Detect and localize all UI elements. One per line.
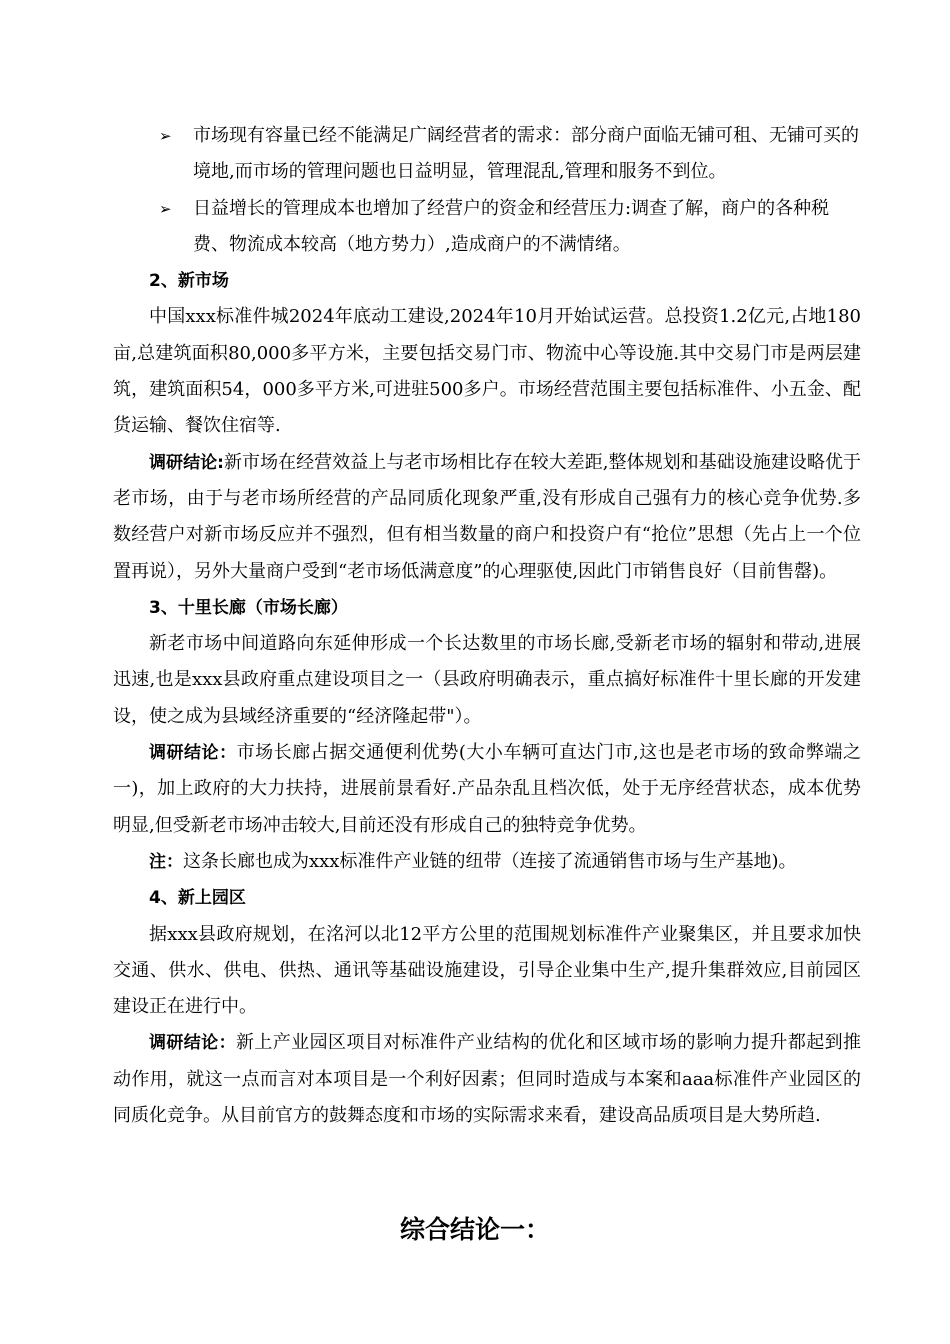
conclusion-label: 调研结论： (149, 743, 237, 764)
bullet-text: 部分商户面临无铺可租、无铺可买的境地,而市场的管理问题也日益明显，管理混乱,管理和服务不到位。 (193, 125, 859, 183)
note-label: 注： (149, 851, 183, 872)
note-text: 这条长廊也成为xxx标准件产业链的纽带（连接了流通销售市场与生产基地)。 (183, 850, 797, 872)
section-note (113, 844, 861, 880)
conclusion-text: 市场长廊占据交通便利优势(大小车辆可直达门市,这也是老市场的致命弊端之一)，加上政府的大力扶持，进展前景看好.产品杂乱且档次低，处于无序经营状态，成本优势明显,但受新老市场冲击较大,目前还没有形成自己的独特竞争优势。 (113, 742, 862, 836)
section-heading-new-park: 4、新上园区 (149, 888, 246, 909)
bullet-lead: 日益增长的管理成本也增加了经营户的资金和经营压力 (193, 197, 625, 219)
conclusion-label: 调研结论： (149, 1033, 236, 1054)
section-heading-new-market: 2、新市场 (149, 271, 229, 292)
bullet-item (113, 118, 861, 191)
bullet-item (113, 191, 861, 264)
conclusion-label: 调研结论: (149, 452, 224, 473)
section-conclusion (113, 1025, 861, 1134)
bullet-lead: 市场现有容量已经不能满足广阔经营者的需求： (193, 125, 571, 146)
arrow-bullet-icon: ➢ (159, 127, 172, 145)
summary-title: 综合结论一： (399, 1215, 550, 1244)
conclusion-text: 新市场在经营效益上与老市场相比存在较大差距,整体规划和基础设施建设略优于老市场，由于与老市场所经营的产品同质化现象严重,没有形成自己强有力的核心竞争优势.多数经营户对新市场反应并不强烈，但有相当数量的商户和投资户有“抢位”思想（先占上一个位置再说），另外大量商户受到“老市场低满意度”的心理驱使,因此门市销售良好（目前售罄)。 (113, 451, 861, 582)
section-body: 据xxx县政府规划，在洺河以北12平方公里的范围规划标准件产业聚集区，并且要求加快交通、供水、供电、供热、通讯等基础设施建设，引导企业集中生产,提升集群效应,目前园区建设正在进行中。 (113, 923, 861, 1018)
arrow-bullet-icon: ➢ (159, 199, 172, 218)
section-body: 新老市场中间道路向东延伸形成一个长达数里的市场长廊,受新老市场的辐射和带动,进展迅速,也是xxx县政府重点建设项目之一（县政府明确表示，重点搞好标准件十里长廊的开发建设，使之成为县域经济重要的“经济隆起带"）。 (113, 633, 861, 727)
document-body (113, 118, 861, 1134)
bullet-text: :调查了解，商户的各种税费、物流成本较高（地方势力）,造成商户的不满情绪。 (193, 197, 830, 255)
section-body: 中国xxx标准件城2024年底动工建设,2024年10月开始试运营。总投资1.2亿元,占地180亩,总建筑面积80,000多平方米，主要包括交易门市、物流中心等设施.其中交易门市是两层建筑，建筑面积54，000多平方米,可进驻500多户。市场经营范围主要包括标准件、小五金、配货运输、餐饮住宿等. (113, 306, 861, 437)
section-conclusion (113, 445, 861, 590)
section-conclusion (113, 735, 861, 844)
conclusion-text: 新上产业园区项目对标准件产业结构的优化和区域市场的影响力提升都起到推动作用，就这一点而言对本项目是一个利好因素；但同时造成与本案和aaa标准件产业园区的同质化竞争。从目前官方的鼓舞态度和市场的实际需求来看，建设高品质项目是大势所趋. (113, 1032, 862, 1127)
section-heading-market-corridor: 3、十里长廊（市场长廊） (149, 597, 348, 618)
